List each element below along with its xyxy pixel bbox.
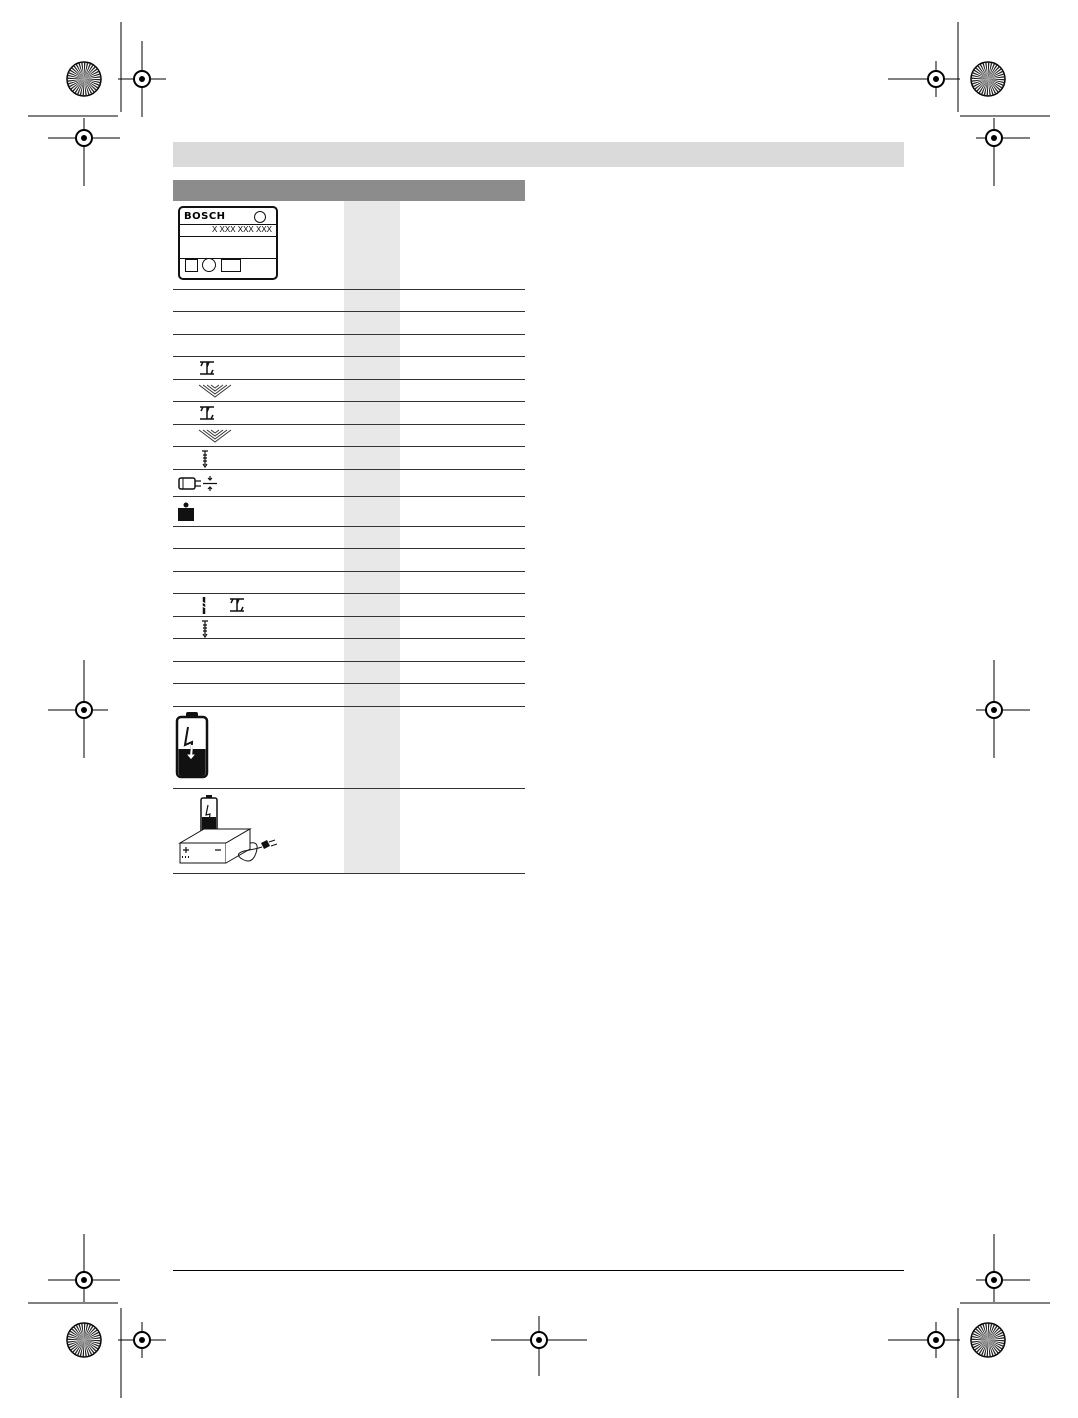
crosshair-icon <box>48 1234 120 1302</box>
crosshair-icon <box>48 118 120 186</box>
starburst-icon <box>971 1323 1005 1357</box>
table-row-drill-steel <box>173 594 525 617</box>
screw-icon <box>200 449 210 468</box>
crosshair-icon <box>491 1316 587 1376</box>
nameplate-icon <box>178 206 278 280</box>
technical-data-table <box>173 180 525 874</box>
table-row <box>173 639 525 662</box>
table-row-wood <box>173 425 525 447</box>
screw-icon <box>200 619 210 638</box>
table-row-nameplate <box>173 201 525 290</box>
starburst-icon <box>971 62 1005 96</box>
crosshair-icon <box>118 1322 166 1358</box>
footer-rule <box>173 1270 904 1271</box>
table-row <box>173 335 525 357</box>
table-row-weight <box>173 497 525 527</box>
table-row-steel <box>173 402 525 425</box>
bosch-logo-icon <box>254 211 266 223</box>
crosshair-icon <box>888 61 960 97</box>
drill-chuck-icon <box>176 474 218 493</box>
header-band <box>173 142 904 167</box>
table-row-screw <box>173 617 525 639</box>
table-row-charger <box>173 789 525 874</box>
crosshair-icon <box>888 1322 960 1358</box>
value-column <box>344 201 400 289</box>
charger-icon <box>177 793 281 869</box>
table-row-screw <box>173 447 525 470</box>
crosshair-icon <box>976 660 1030 758</box>
table-row <box>173 572 525 594</box>
battery-icon <box>175 711 211 779</box>
table-row <box>173 684 525 707</box>
starburst-icon <box>67 1323 101 1357</box>
table-row-battery <box>173 707 525 789</box>
drill-bit-icon <box>200 596 208 615</box>
table-row <box>173 312 525 335</box>
steel-profile-icon <box>197 404 217 422</box>
steel-profile-icon <box>227 596 247 614</box>
crosshair-icon <box>118 41 166 117</box>
wood-grain-icon <box>197 427 233 445</box>
table-header <box>173 180 525 201</box>
table-row <box>173 549 525 572</box>
crosshair-icon <box>48 660 108 758</box>
table-row-wood <box>173 380 525 402</box>
table-row <box>173 290 525 312</box>
nameplate-brand: BOSCH <box>184 211 226 222</box>
crosshair-icon <box>976 1234 1030 1302</box>
table-row <box>173 527 525 549</box>
starburst-icon <box>67 62 101 96</box>
table-row-steel <box>173 357 525 380</box>
crosshair-icon <box>976 118 1030 186</box>
table-row-chuck <box>173 470 525 497</box>
table-row <box>173 662 525 684</box>
weight-icon <box>176 502 196 522</box>
article-number: X XXX XXX XXX <box>211 225 272 234</box>
steel-profile-icon <box>197 359 217 377</box>
wood-grain-icon <box>197 382 233 400</box>
